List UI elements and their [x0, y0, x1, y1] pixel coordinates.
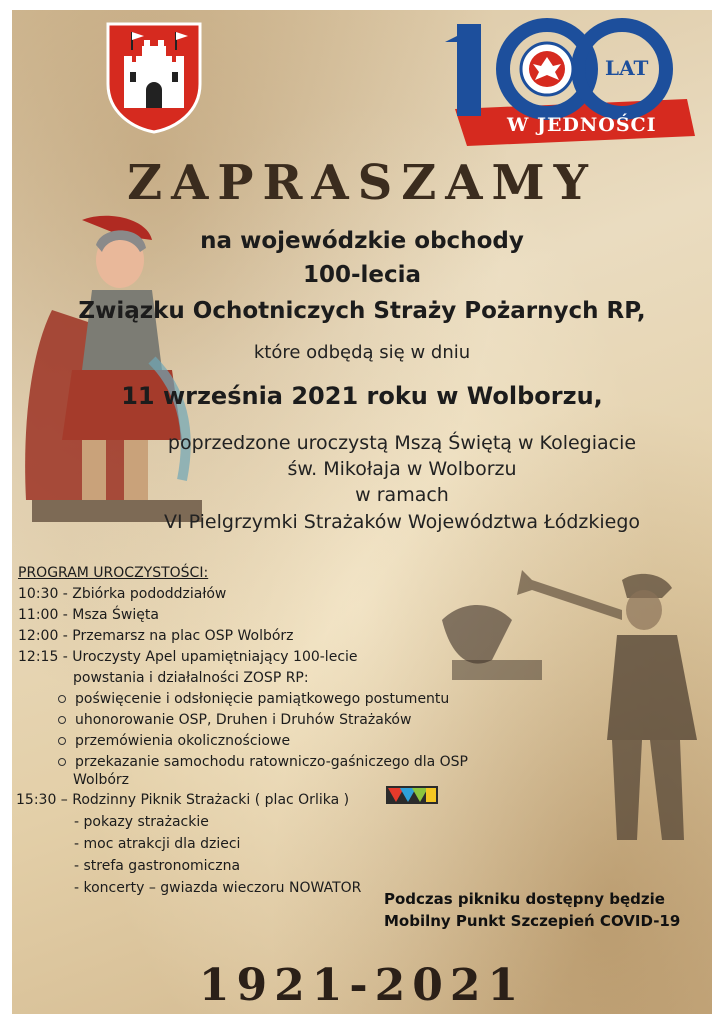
picnic-item: - strefa gastronomiczna: [74, 858, 241, 874]
bullet-icon: [58, 695, 66, 703]
subtitle-line-3: Związku Ochotniczych Straży Pożarnych RP,: [78, 298, 646, 324]
program-subitem-label: przemówienia okolicznościowe: [75, 733, 291, 749]
footer-years: 1921-2021: [198, 960, 526, 1011]
poster: [12, 10, 712, 1014]
program-subitem-label: przekazanie samochodu ratowniczo-gaśniczego dla OSP: [75, 754, 468, 770]
subtitle-line-4: które odbędą się w dniu: [253, 342, 471, 363]
logo-banner-text: W JEDNOŚCI: [507, 114, 657, 136]
program-subitem: [58, 733, 290, 749]
event-date: 11 września 2021 roku w Wolborzu,: [121, 382, 603, 410]
program-title: PROGRAM UROCZYSTOŚCI:: [18, 565, 209, 581]
mass-line-3: w ramach: [355, 484, 449, 506]
subtitle-line-1: na wojewódzkie obchody: [200, 228, 524, 254]
subtitle-line-2: 100-lecia: [302, 262, 422, 288]
bullet-icon: [58, 737, 66, 745]
program-item: powstania i działalności ZOSP RP:: [73, 670, 309, 686]
mass-line-4: VI Pielgrzymki Strażaków Województwa Łódzkiego: [163, 511, 641, 533]
program-item: 12:15 - Uroczysty Apel upamiętniający 100-lecie: [18, 649, 358, 665]
program-item: 11:00 - Msza Święta: [18, 607, 159, 623]
picnic-heading: 15:30 – Rodzinny Piknik Strażacki ( plac Orlika ): [16, 792, 350, 808]
bullet-icon: [58, 716, 66, 724]
program-subitem: [58, 754, 468, 770]
program-subitem-continued: Wolbórz: [73, 772, 130, 788]
program-subitem-label: poświęcenie i odsłonięcie pamiątkowego postumentu: [75, 691, 450, 707]
coat-of-arms-icon: [106, 22, 202, 134]
colorful-logo-icon: [386, 786, 438, 804]
mass-line-2: św. Mikołaja w Wolborzu: [287, 458, 517, 480]
mass-line-1: poprzedzone uroczystą Mszą Świętą w Kolegiacie: [167, 432, 637, 454]
program-subitem-label: uhonorowanie OSP, Druhen i Druhów Strażaków: [75, 712, 412, 728]
covid-notice-line-2: Mobilny Punkt Szczepień COVID-19: [384, 912, 681, 930]
bullet-icon: [58, 758, 66, 766]
program-item: 10:30 - Zbiórka pododdziałów: [18, 586, 227, 602]
covid-notice-line-1: Podczas pikniku dostępny będzie: [384, 890, 665, 908]
picnic-item: - koncerty – gwiazda wieczoru NOWATOR: [74, 880, 362, 896]
page-title: ZAPRASZAMY: [127, 155, 597, 211]
picnic-item: - pokazy strażackie: [74, 814, 209, 830]
program-subitem: [58, 712, 411, 728]
program-subitem: [58, 691, 449, 707]
firefighter-bugler-illustration: [422, 540, 712, 850]
program-item: 12:00 - Przemarsz na plac OSP Wolbórz: [18, 628, 294, 644]
anniversary-logo: [437, 14, 702, 149]
logo-lat-text: LAT: [605, 56, 649, 80]
picnic-item: - moc atrakcji dla dzieci: [74, 836, 241, 852]
